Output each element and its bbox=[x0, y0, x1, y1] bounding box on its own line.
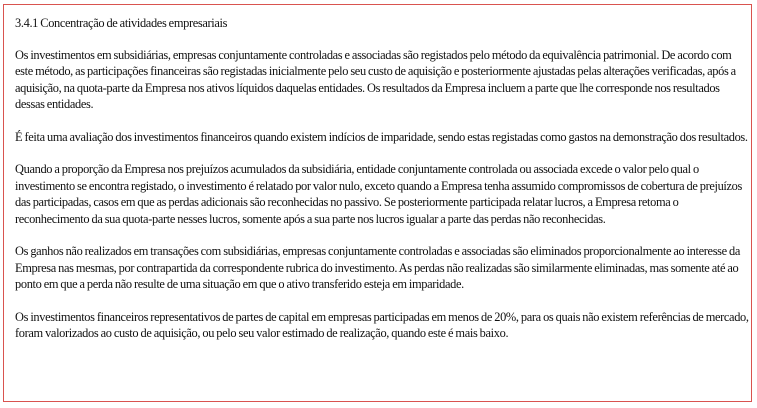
document-frame bbox=[3, 4, 752, 402]
paragraph-unrealized-gains: Os ganhos não realizados em transações com subsidiárias, empresas conjuntamente controladas e associadas são eliminados proporcionalmente ao interesse da Empresa nas mesmas, por contrapartida da correspondente rubrica do investimento. As perdas não realizadas são similarmente eliminadas, mas somente até ao ponto em que a perda não resulte de uma situação em que o ativo transferido esteja em imparidade. bbox=[15, 244, 741, 291]
document-content bbox=[15, 15, 750, 358]
paragraph-equity-method: Os investimentos em subsidiárias, empresas conjuntamente controladas e associadas são registados pelo método da equivalência patrimonial. De acordo com este método, as participações financeiras são registadas inicialmente pelo seu custo de aquisição e posteriormente ajustadas pelas alterações verificadas, após a aquisição, na quota-parte da Empresa nos ativos líquidos daquelas entidades. Os resultados da Empresa incluem a parte que lhe corresponde nos resultados dessas entidades. bbox=[15, 47, 736, 111]
paragraph-impairment-assessment: É feita uma avaliação dos investimentos financeiros quando existem indícios de imparidade, sendo estas registadas como gastos na demonstração dos resultados. bbox=[15, 129, 748, 144]
section-title: 3.4.1 Concentração de atividades empresariais bbox=[15, 16, 228, 30]
paragraph-minority-investments: Os investimentos financeiros representativos de partes de capital em empresas participadas em menos de 20%, para os quais não existem referências de mercado, foram valorizados ao custo de aquisição, ou pelo seu valor estimado de realização, quando este é mais baixo. bbox=[15, 309, 749, 340]
paragraph-accumulated-losses: Quando a proporção da Empresa nos prejuízos acumulados da subsidiária, entidade conjuntamente controlada ou associada excede o valor pelo qual o investimento se encontra registado, o investimento é relatado por valor nulo, exceto quando a Empresa tenha assumido compromissos de cobertura de prejuízos das participadas, casos em que as perdas adicionais são reconhecidas no passivo. Se posteriormente participada relatar lucros, a Empresa retoma o reconhecimento da sua quota-parte nesses lucros, somente após a sua parte nos lucros igualar a parte das perdas não reconhecidas. bbox=[15, 162, 742, 226]
